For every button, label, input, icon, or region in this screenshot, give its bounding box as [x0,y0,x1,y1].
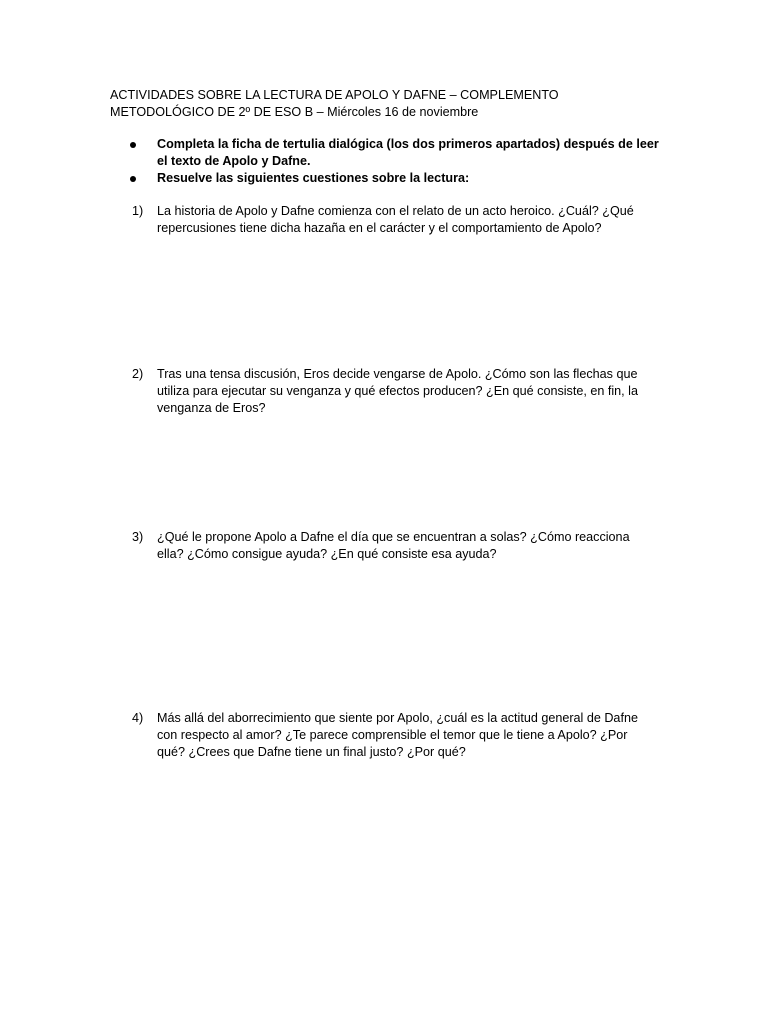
instruction-item [130,170,660,187]
question-number: 1) [132,204,144,218]
question-1 [132,203,657,237]
question-text: Más allá del aborrecimiento que siente por Apolo, ¿cuál es la actitud general de Dafne con respecto al amor? ¿Te parece comprensible el temor que le tiene a Apolo? ¿Por qué? ¿Crees que Dafne tiene un final justo? ¿Por qué? [157,711,638,759]
instruction-item [130,136,660,170]
question-2 [132,366,657,417]
question-text: Tras una tensa discusión, Eros decide vengarse de Apolo. ¿Cómo son las flechas que utiliza para ejecutar su venganza y qué efectos producen? ¿En qué consiste, en fin, la venganza de Eros? [157,367,638,415]
question-number: 3) [132,530,144,544]
question-text: ¿Qué le propone Apolo a Dafne el día que se encuentran a solas? ¿Cómo reacciona ella? ¿Cómo consigue ayuda? ¿En qué consiste esa ayuda? [157,530,630,561]
bullet-icon [130,176,136,182]
question-4 [132,710,657,761]
bullet-icon [130,142,136,148]
question-3 [132,529,657,563]
question-number: 4) [132,711,144,725]
question-text: La historia de Apolo y Dafne comienza con el relato de un acto heroico. ¿Cuál? ¿Qué repercusiones tiene dicha hazaña en el carácter y el comportamiento de Apolo? [157,204,634,235]
instruction-text: Resuelve las siguientes cuestiones sobre la lectura: [157,171,470,185]
instructions-list [130,136,660,187]
question-number: 2) [132,367,144,381]
instruction-text: Completa la ficha de tertulia dialógica (los dos primeros apartados) después de leer el texto de Apolo y Dafne. [157,137,659,168]
document-title: ACTIVIDADES SOBRE LA LECTURA DE APOLO Y DAFNE – COMPLEMENTO METODOLÓGICO DE 2º DE ESO B – Miércoles 16 de noviembre [110,88,559,119]
